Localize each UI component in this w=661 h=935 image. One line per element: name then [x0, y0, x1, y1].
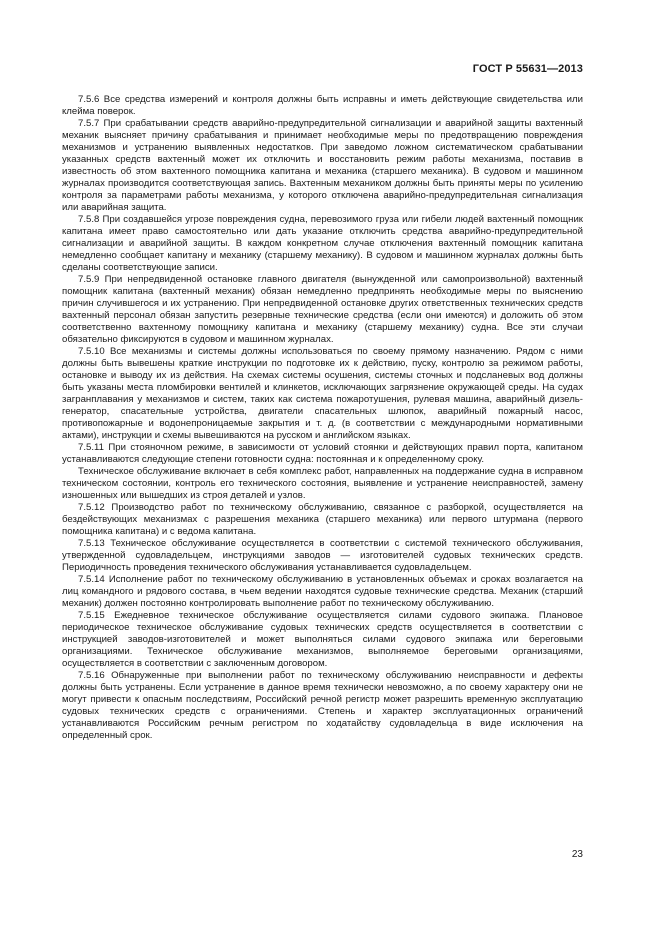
paragraph-7-5-9: 7.5.9 При непредвиденной остановке главного двигателя (вынужденной или самопроизвольной) вахтенный помощник капитана (вахтенный механик) обязан немедленно предпринять необходимые меры по выяснению причин случившегося и их устранению. При непредвиденной остановке других ответственных технических средств вахтенный персонал обязан запустить резервные технические средства (если они имеются) и доложить об этом соответственно вахтенному помощнику капитана и механику (старшему механику) судна. Все эти случаи обязательно фиксируются в судовом и машинном журналах. [62, 274, 583, 345]
paragraph-7-5-12: 7.5.12 Производство работ по техническому обслуживанию, связанное с разборкой, осуществляется на бездействующих механизмах с разрешения механика (старшего механика) или первого штурмана (первого помощника капитана) и с ведома капитана. [62, 502, 583, 537]
paragraph-7-5-11: 7.5.11 При стояночном режиме, в зависимости от условий стоянки и действующих правил порта, капитаном устанавливаются следующие степени готовности судна: постоянная и к определенному сроку. [62, 442, 583, 465]
page-number: 23 [571, 849, 583, 860]
document-body [62, 94, 583, 742]
paragraph-7-5-8: 7.5.8 При создавшейся угрозе повреждения судна, перевозимого груза или гибели людей вахтенный помощник капитана имеет право самостоятельно или дать указание отключить средства аварийно-предупредительной сигнализации и аварийной защиты. В каждом конкретном случае отключения вахтенный помощник капитана немедленно сообщает капитану и механику (старшему механику). В судовом и машинном журналах должны быть сделаны соответствующие записи. [62, 214, 583, 273]
paragraph-maintenance-intro: Техническое обслуживание включает в себя комплекс работ, направленных на поддержание судна в исправном техническом состоянии, контроль его технического состояния, выявление и устранение неисправностей, замену изношенных или вышедших из строя деталей и узлов. [62, 466, 583, 501]
paragraph-7-5-13: 7.5.13 Техническое обслуживание осуществляется в соответствии с системой технического обслуживания, утвержденной судовладельцем, инструкциями заводов — изготовителей судовых технических средств. Периодичность проведения технического обслуживания устанавливается судовладельцем. [62, 538, 583, 573]
paragraph-7-5-7: 7.5.7 При срабатывании средств аварийно-предупредительной сигнализации и аварийной защиты вахтенный механик выясняет причину срабатывания и принимает необходимые меры по предотвращению повреждения механизмов и устранению выявленных недостатков. При заведомо ложном систематическом срабатывании указанных средств вахтенный может их отключить и восстановить режим работы механизма, поставив в известность об этом вахтенного помощника капитана и механика (старшего механика). В судовом и машинном журналах производится соответствующая запись. Вахтенным механиком должны быть приняты меры по усилению контроля за параметрами работы механизма, у которого отключена аварийно-предупредительная сигнализация или аварийная защита. [62, 118, 583, 213]
paragraph-7-5-15: 7.5.15 Ежедневное техническое обслуживание осуществляется силами судового экипажа. Плановое периодическое техническое обслуживание судовых технических средств осуществляется в соответствии с инструкцией заводов-изготовителей и может выполняться силами судового экипажа или береговыми организациями. Техническое обслуживание механизмов, выполняемое береговыми организациями, осуществляется в соответствии с заключенным договором. [62, 610, 583, 669]
paragraph-7-5-16: 7.5.16 Обнаруженные при выполнении работ по техническому обслуживанию неисправности и дефекты должны быть устранены. Если устранение в данное время технически невозможно, а по своему характеру они не могут привести к опасным последствиям, Российский речной регистр может разрешить временную эксплуатацию судовых технических средств с ограничениями. Степень и характер эксплуатационных ограничений устанавливаются Российским речным регистром по ходатайству судовладельца в виде исключения на определенный срок. [62, 670, 583, 741]
paragraph-7-5-14: 7.5.14 Исполнение работ по техническому обслуживанию в установленных объемах и сроках возлагается на лиц командного и рядового состава, в чьем ведении находятся судовые технические средства. Механик (старший механик) должен постоянно контролировать выполнение работ по техническому обслуживанию. [62, 574, 583, 609]
document-header: ГОСТ Р 55631—2013 [472, 63, 583, 75]
paragraph-7-5-6: 7.5.6 Все средства измерений и контроля должны быть исправны и иметь действующие свидетельства или клейма поверок. [62, 94, 583, 117]
paragraph-7-5-10: 7.5.10 Все механизмы и системы должны использоваться по своему прямому назначению. Рядом с ними должны быть вывешены краткие инструкции по подготовке их к действию, пуску, контролю за режимом работы, остановке и выводу их из действия. На схемах системы осушения, системы сточных и подсланевых вод должны быть указаны места пломбировки вентилей и клинкетов, исключающих загрязнение окружающей среды. На судах загранплавания у механизмов и систем, таких как система пожаротушения, рулевая машина, аварийный дизель-генератор, спасательные устройства, двигатели спасательных шлюпок, аварийный пожарный насос, противопожарные и водонепроницаемые закрытия и т. д. (в соответствии с международными нормативными актами), инструкции и схемы вывешиваются на русском и английском языках. [62, 346, 583, 441]
